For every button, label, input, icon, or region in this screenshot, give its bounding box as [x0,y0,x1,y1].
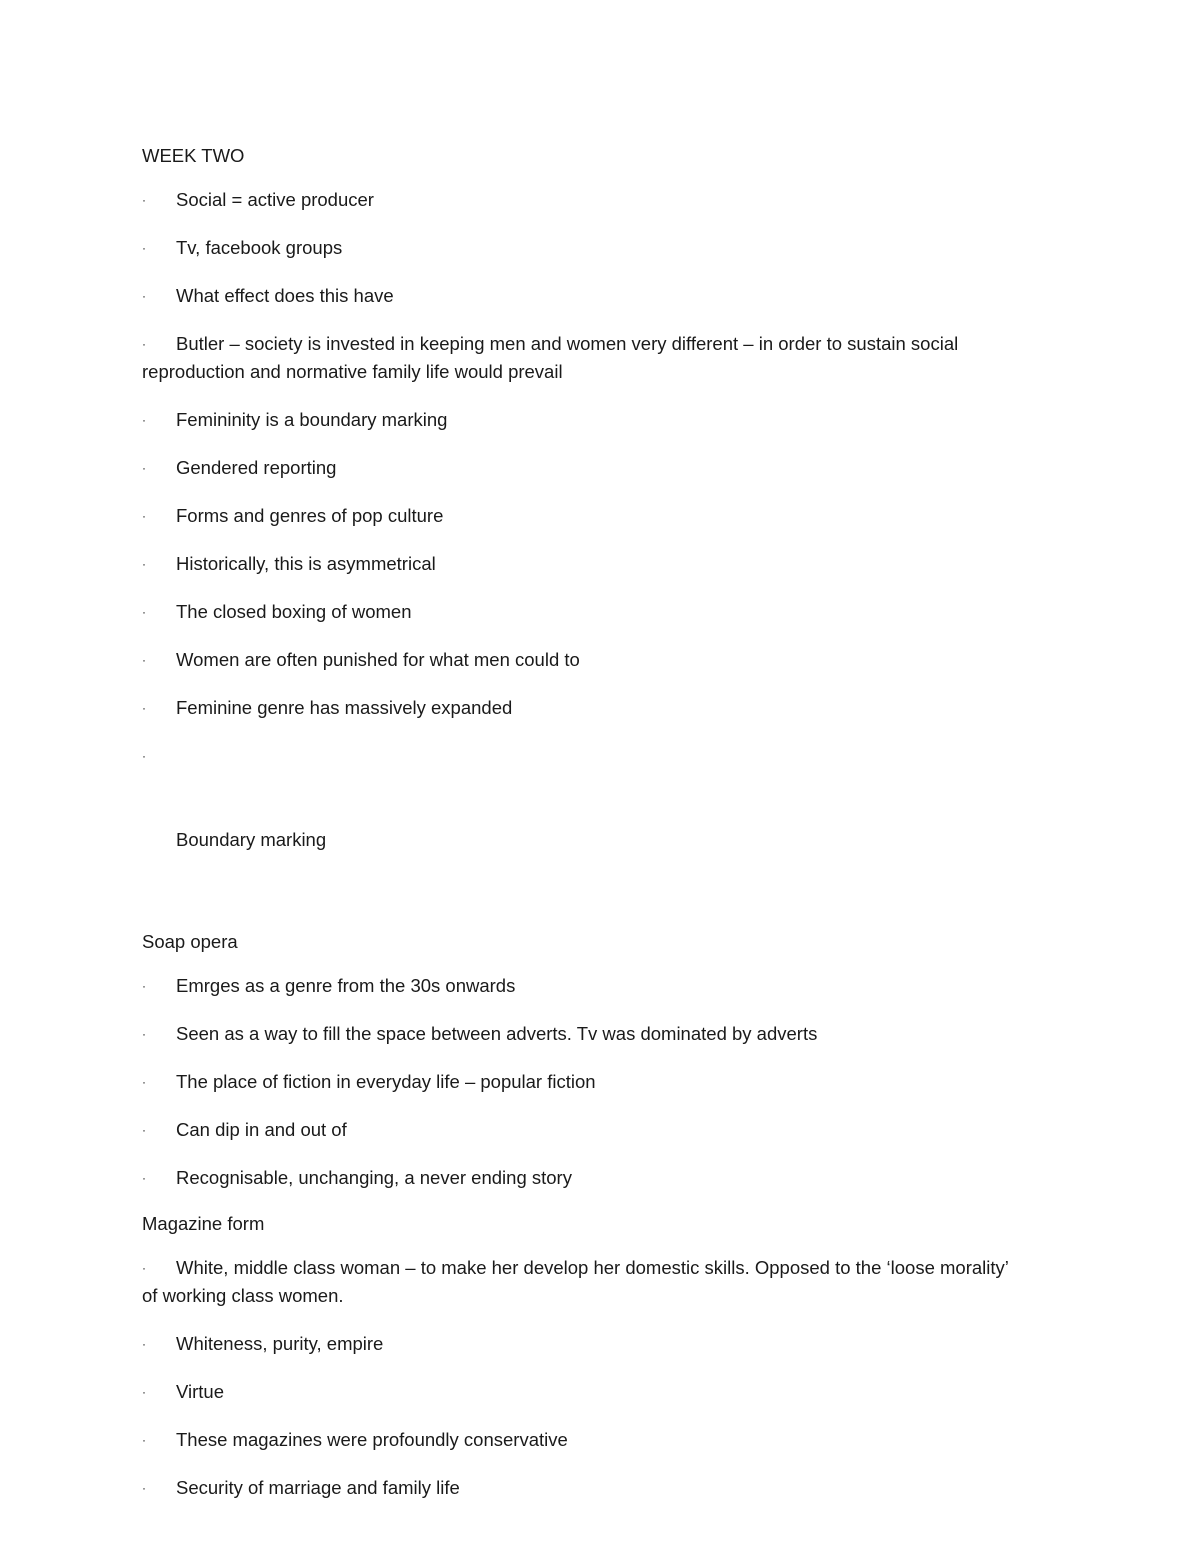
bullet-icon: · [142,1481,146,1495]
bullet-icon: · [142,749,146,763]
list-item [142,502,1022,530]
list-item [142,646,1022,674]
bullet-icon: · [142,1261,146,1275]
section-heading-magazine-form: Magazine form [142,1213,265,1234]
list-item [142,1068,1022,1096]
section-heading-week-two: WEEK TWO [142,145,245,166]
bullet-icon: · [142,461,146,475]
list-item [142,694,1022,722]
bullet-icon: · [142,1171,146,1185]
bullet-icon: · [142,1123,146,1137]
list-item-text: Emrges as a genre from the 30s onwards [176,975,516,996]
list-item-text: Feminine genre has massively expanded [176,697,513,718]
list-item [142,454,1022,482]
bullet-icon: · [142,557,146,571]
list-item-text: Boundary marking [176,829,327,850]
list-item-text: Seen as a way to fill the space between adverts. Tv was dominated by adverts [176,1023,818,1044]
list-item-text: The closed boxing of women [176,601,412,622]
list-item [142,1474,1022,1502]
bullet-icon: · [142,701,146,715]
bullet-icon: · [142,653,146,667]
bullet-icon: · [142,1075,146,1089]
list-item [142,186,1022,214]
bullet-icon: · [142,1337,146,1351]
list-item-text: The place of fiction in everyday life – popular fiction [176,1071,596,1092]
list-item-text: Forms and genres of pop culture [176,505,444,526]
bullet-icon: · [142,1027,146,1041]
list-item [142,330,1022,386]
list-item [142,1020,1022,1048]
list-item-text: What effect does this have [176,285,394,306]
list-item [142,1426,1022,1454]
bullet-icon: · [142,193,146,207]
list-item-text: Can dip in and out of [176,1119,347,1140]
list-item [142,1116,1022,1144]
list-item [142,1330,1022,1358]
list-item-text: Whiteness, purity, empire [176,1333,384,1354]
list-item-text: Recognisable, unchanging, a never ending story [176,1167,572,1188]
list-item-text: White, middle class woman – to make her develop her domestic skills. Opposed to the ‘loose morality’ of working class women. [142,1257,1009,1306]
list-item [142,1254,1022,1310]
list-item-text: These magazines were profoundly conservative [176,1429,568,1450]
list-item-text: Femininity is a boundary marking [176,409,448,430]
document-content [142,144,1022,1522]
list-item [142,1164,1022,1192]
list-item-text: Security of marriage and family life [176,1477,460,1498]
bullet-icon: · [142,1433,146,1447]
list-item-text: Virtue [176,1381,224,1402]
list-item-text: Historically, this is asymmetrical [176,553,436,574]
list-item [142,282,1022,310]
bullet-icon: · [142,337,146,351]
bullet-icon: · [142,509,146,523]
list-item [142,972,1022,1000]
bullet-icon: · [142,413,146,427]
list-item [142,406,1022,434]
section-heading-soap-opera: Soap opera [142,931,238,952]
bullet-icon: · [142,241,146,255]
bullet-icon: · [142,979,146,993]
bullet-icon: · [142,605,146,619]
list-item-text: Butler – society is invested in keeping men and women very different – in order to sustain social reproduction and normative family life would prevail [142,333,959,382]
list-item-text: Women are often punished for what men could to [176,649,580,670]
list-item-text: Social = active producer [176,189,374,210]
list-item [142,598,1022,626]
list-item-text: Gendered reporting [176,457,337,478]
bullet-icon: · [142,289,146,303]
list-item-text: Tv, facebook groups [176,237,343,258]
list-item [142,1378,1022,1406]
list-item [142,742,1022,910]
list-item [142,234,1022,262]
list-item [142,550,1022,578]
bullet-icon: · [142,1385,146,1399]
